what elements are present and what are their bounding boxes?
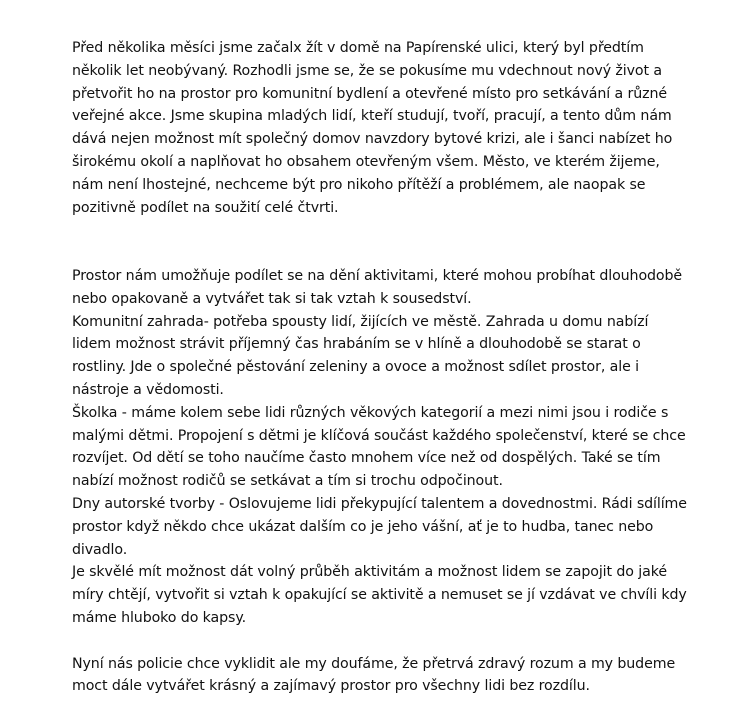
text-line: rozvíjet. Od dětí se toho naučíme často mnohem více než od dospělých. Také se tím [72,450,661,467]
text-line: veřejné akce. Jsme skupina mladých lidí, kteří studují, tvoří, pracují, a tento dům nám [72,108,672,125]
text-line: nástroje a vědomosti. [72,381,224,398]
text-line: nám není lhostejné, nechceme být pro nikoho přítěží a problémem, ale naopak se [72,176,646,193]
text-line: přetvořit ho na prostor pro komunitní bydlení a otevřené místo pro setkávání a různé [72,85,668,102]
text-line: Dny autorské tvorby - Oslovujeme lidi překypující talentem a dovednostmi. Rádi sdílíme [72,495,687,512]
text-line: širokému okolí a naplňovat ho obsahem otevřeným všem. Město, ve kterém žijeme, [72,153,660,170]
text-line: moct dále vytvářet krásný a zajímavý prostor pro všechny lidi bez rozdílu. [72,678,590,695]
text-line: Je skvělé mít možnost dát volný průběh aktivitám a možnost lidem se zapojit do jaké [72,564,667,581]
text-line: divadlo. [72,541,128,558]
closing-paragraph [72,653,702,699]
text-line: Komunitní zahrada- potřeba spousty lidí, žijících ve městě. Zahrada u domu nabízí [72,313,649,330]
paragraph-spacer [72,630,702,653]
text-line: malými dětmi. Propojení s dětmi je klíčová součást každého společenství, které se chce [72,427,686,444]
intro-paragraph [72,37,702,219]
document-body [72,37,702,698]
paragraph-spacer [72,219,702,265]
text-line: máme hluboko do kapsy. [72,609,247,626]
text-line: několik let neobývaný. Rozhodli jsme se, že se pokusíme mu vdechnout nový život a [72,62,662,79]
text-line: míry chtějí, vytvořit si vztah k opakující se aktivitě a nemuset se jí vzdávat ve chvíli kdy [72,587,687,604]
text-line: prostor když někdo chce ukázat dalším co je jeho vášní, ať je to hudba, tanec nebo [72,518,654,535]
text-line: rostliny. Jde o společné pěstování zeleniny a ovoce a možnost sdílet prostor, ale i [72,359,639,376]
text-line: Prostor nám umožňuje podílet se na dění aktivitami, které mohou probíhat dlouhodobě [72,267,683,284]
text-line: lidem možnost strávit příjemný čas hrabáním se v hlíně a dlouhodobě se starat o [72,336,641,353]
text-line: nabízí možnost rodičů se setkávat a tím si trochu odpočinout. [72,473,503,490]
text-line: nebo opakovaně a vytvářet tak si tak vztah k sousedství. [72,290,472,307]
text-line: dává nejen možnost mít společný domov navzdory bytové krizi, ale i šanci nabízet ho [72,131,673,148]
text-line: Před několika měsíci jsme začalx žít v domě na Papírenské ulici, který byl předtím [72,40,644,56]
activities-paragraph [72,265,702,630]
text-line: Školka - máme kolem sebe lidi různých věkových kategorií a mezi nimi jsou i rodiče s [72,404,669,421]
text-line: pozitivně podílet na soužití celé čtvrti. [72,199,339,216]
text-line: Nyní nás policie chce vyklidit ale my doufáme, že přetrvá zdravý rozum a my budeme [72,655,676,672]
